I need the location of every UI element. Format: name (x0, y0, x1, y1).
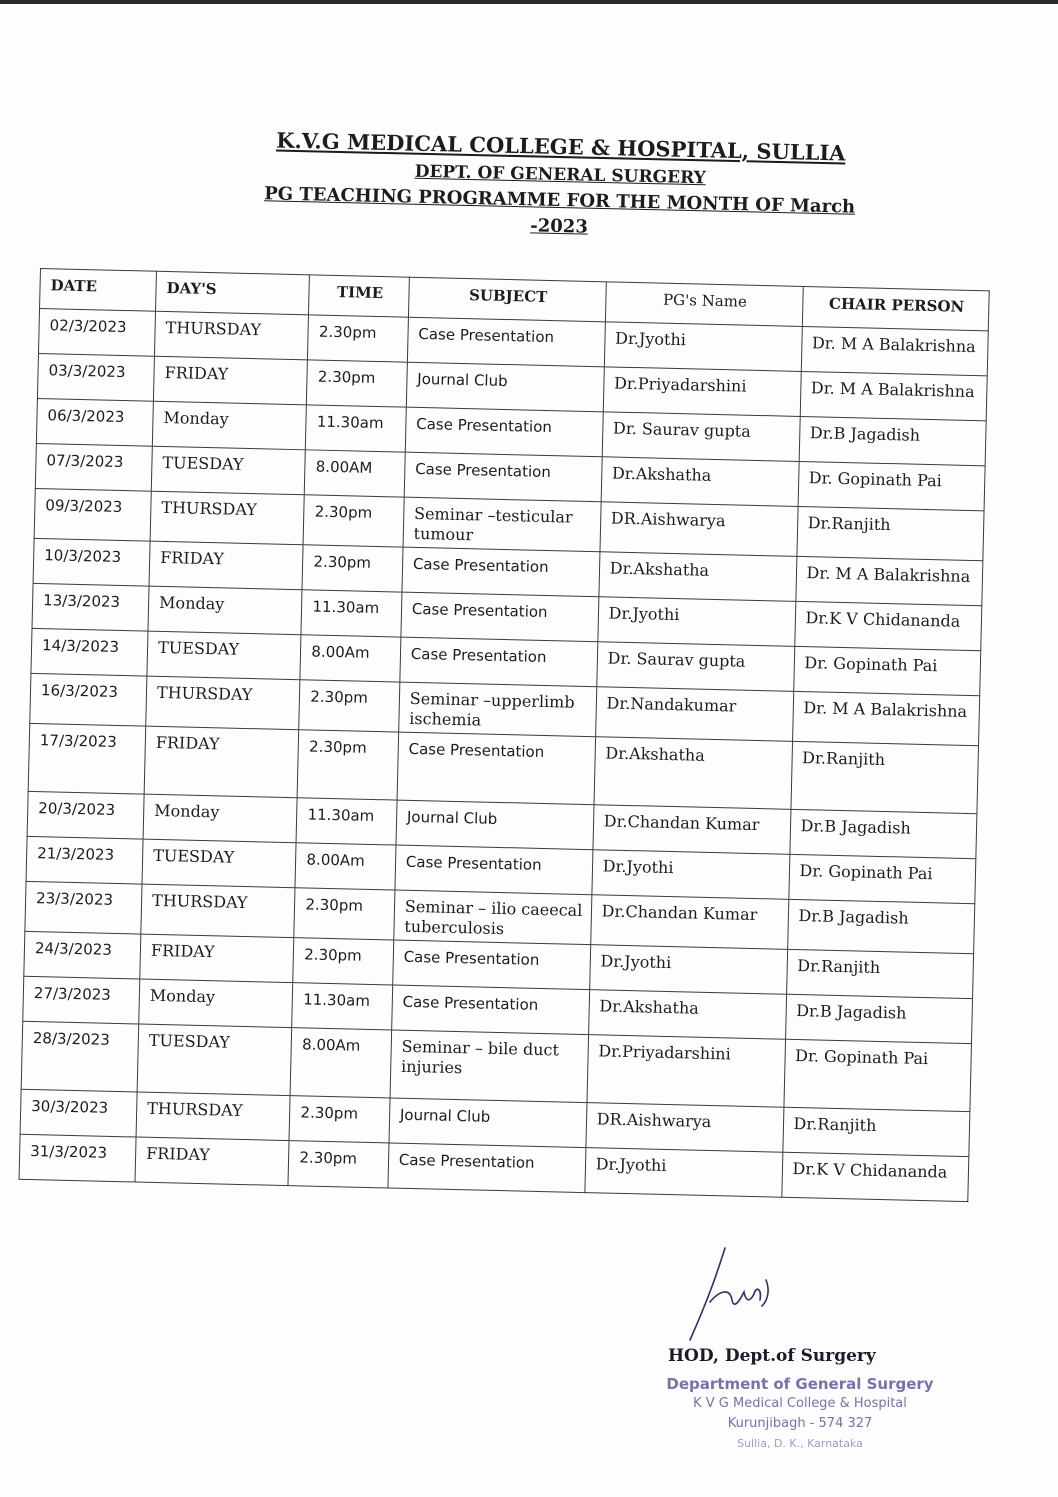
cell-subject: Case Presentation (397, 732, 595, 805)
cell-day: FRIDAY (140, 934, 294, 983)
cell-day: Monday (143, 794, 297, 843)
cell-day: TUESDAY (142, 839, 296, 888)
cell-subject: Case Presentation (395, 845, 593, 895)
signature-mark (670, 1240, 790, 1350)
college-title: K.V.G MEDICAL COLLEGE & HOSPITAL, SULLIA (275, 127, 846, 166)
cell-day: FRIDAY (144, 726, 299, 798)
cell-date: 09/3/2023 (34, 488, 151, 541)
cell-day: THURSDAY (150, 491, 304, 545)
cell-subject: Journal Club (406, 362, 604, 412)
cell-pg-name: Dr. Saurav gupta (596, 642, 794, 692)
cell-pg-name: Dr.Jyothi (589, 945, 787, 995)
cell-day: FRIDAY (149, 541, 303, 590)
stamp-line-1: Department of General Surgery (666, 1375, 934, 1393)
cell-date: 27/3/2023 (23, 976, 140, 1024)
signature-block (640, 1240, 960, 1480)
cell-chair-person: Dr. Gopinath Pai (783, 1039, 971, 1111)
cell-subject: Seminar – bile duct injuries (390, 1030, 588, 1103)
cell-time: 2.30pm (299, 680, 400, 732)
cell-day: Monday (152, 401, 306, 450)
cell-day: THURSDAY (141, 884, 295, 938)
cell-time: 2.30pm (307, 360, 407, 407)
cell-subject: Case Presentation (402, 547, 600, 597)
cell-date: 30/3/2023 (20, 1089, 137, 1137)
stamp-line-4: Sullia, D. K., Karnataka (737, 1437, 863, 1450)
cell-pg-name: Dr.Chandan Kumar (593, 805, 791, 855)
cell-time: 8.00Am (290, 1028, 391, 1098)
cell-date: 03/3/2023 (37, 353, 154, 401)
stamp-line-3: Kurunjibagh - 574 327 (727, 1416, 873, 1431)
cell-chair-person: Dr. M A Balakrishna (801, 326, 989, 375)
cell-time: 8.00Am (300, 635, 400, 682)
cell-date: 14/3/2023 (31, 628, 148, 676)
cell-chair-person: Dr.B Jagadish (799, 416, 987, 465)
cell-time: 2.30pm (289, 1096, 389, 1143)
cell-subject: Seminar – ilio caeecal tuberculosis (394, 890, 592, 945)
cell-pg-name: Dr.Nandakumar (595, 687, 793, 742)
cell-date: 17/3/2023 (28, 723, 146, 794)
cell-time: 2.30pm (308, 315, 408, 362)
cell-date: 20/3/2023 (27, 791, 144, 839)
cell-time: 11.30am (301, 590, 401, 637)
hod-title: HOD, Dept.of Surgery (668, 1346, 876, 1366)
cell-day: TUESDAY (137, 1024, 292, 1096)
cell-date: 07/3/2023 (35, 443, 152, 491)
cell-pg-name: Dr.Jyothi (604, 322, 802, 372)
header-day: DAY'S (156, 271, 310, 315)
cell-subject: Case Presentation (388, 1143, 586, 1193)
cell-subject: Case Presentation (393, 940, 591, 990)
cell-chair-person: Dr. M A Balakrishna (800, 371, 988, 420)
header-date: DATE (40, 269, 157, 312)
cell-pg-name: DR.Aishwarya (600, 502, 798, 557)
cell-subject: Case Presentation (404, 452, 602, 502)
cell-subject: Journal Club (396, 800, 594, 850)
cell-pg-name: Dr.Chandan Kumar (590, 895, 788, 950)
cell-pg-name: Dr.Akshatha (594, 737, 792, 810)
cell-date: 10/3/2023 (33, 538, 150, 586)
cell-subject: Journal Club (389, 1098, 587, 1148)
cell-chair-person: Dr.Ranjith (790, 741, 978, 813)
cell-time: 8.00Am (295, 843, 395, 890)
cell-day: Monday (148, 586, 302, 635)
cell-day: FRIDAY (135, 1137, 289, 1186)
cell-date: 23/3/2023 (25, 881, 142, 934)
cell-day: TUESDAY (151, 446, 305, 495)
cell-pg-name: Dr.Jyothi (592, 850, 790, 900)
cell-time: 2.30pm (294, 888, 395, 940)
cell-chair-person: Dr. Gopinath Pai (798, 461, 986, 510)
cell-date: 31/3/2023 (19, 1134, 136, 1182)
cell-pg-name: Dr.Akshatha (599, 552, 797, 602)
cell-date: 13/3/2023 (32, 583, 149, 631)
cell-pg-name: Dr.Akshatha (601, 457, 799, 507)
cell-time: 8.00AM (305, 450, 405, 497)
header-subject: SUBJECT (408, 277, 606, 322)
cell-date: 16/3/2023 (30, 673, 147, 726)
cell-pg-name: Dr.Jyothi (598, 597, 796, 647)
cell-time: 2.30pm (297, 730, 398, 800)
cell-subject: Case Presentation (407, 317, 605, 367)
schedule-table (19, 268, 990, 1202)
header-pg-name: PG's Name (605, 282, 803, 327)
cell-pg-name: Dr.Priyadarshini (603, 367, 801, 417)
cell-subject: Case Presentation (401, 592, 599, 642)
cell-day: THURSDAY (136, 1092, 290, 1141)
cell-day: FRIDAY (153, 356, 307, 405)
cell-subject: Case Presentation (400, 637, 598, 687)
cell-chair-person: Dr. M A Balakrishna (795, 556, 983, 605)
cell-pg-name: Dr.Jyothi (585, 1148, 783, 1198)
cell-pg-name: Dr. Saurav gupta (602, 412, 800, 462)
cell-chair-person: Dr.B Jagadish (785, 994, 973, 1043)
cell-chair-person: Dr.Ranjith (796, 506, 984, 560)
cell-subject: Case Presentation (405, 407, 603, 457)
department-stamp (640, 1374, 960, 1454)
cell-chair-person: Dr.Ranjith (786, 949, 974, 998)
cell-date: 28/3/2023 (21, 1021, 139, 1092)
cell-subject: Seminar –upperlimb ischemia (398, 682, 596, 737)
cell-day: TUESDAY (147, 631, 301, 680)
cell-day: Monday (139, 979, 293, 1028)
cell-chair-person: Dr.K V Chidananda (781, 1152, 969, 1201)
cell-pg-name: Dr.Priyadarshini (587, 1035, 785, 1108)
cell-date: 24/3/2023 (24, 931, 141, 979)
cell-time: 2.30pm (293, 938, 393, 985)
document-header (249, 125, 871, 247)
header-chair-person: CHAIR PERSON (802, 286, 989, 330)
cell-day: THURSDAY (146, 676, 300, 730)
cell-chair-person: Dr. Gopinath Pai (788, 854, 976, 903)
cell-chair-person: Dr.B Jagadish (789, 809, 977, 858)
cell-day: THURSDAY (154, 311, 308, 360)
cell-time: 11.30am (306, 405, 406, 452)
cell-date: 06/3/2023 (36, 398, 153, 446)
department-title: DEPT. OF GENERAL SURGERY (414, 161, 707, 189)
cell-time: 2.30pm (302, 545, 402, 592)
cell-pg-name: Dr.Akshatha (588, 990, 786, 1040)
cell-time: 2.30pm (288, 1141, 388, 1188)
page-top-edge (0, 0, 1058, 4)
cell-chair-person: Dr.K V Chidananda (794, 601, 982, 650)
cell-chair-person: Dr. Gopinath Pai (793, 646, 981, 695)
header-time: TIME (309, 275, 409, 317)
cell-subject: Seminar –testicular tumour (403, 497, 601, 552)
cell-date: 02/3/2023 (38, 309, 155, 357)
cell-pg-name: DR.Aishwarya (586, 1103, 784, 1153)
cell-subject: Case Presentation (391, 985, 589, 1035)
cell-time: 11.30am (292, 983, 392, 1030)
cell-chair-person: Dr.Ranjith (782, 1107, 970, 1156)
cell-chair-person: Dr.B Jagadish (787, 899, 975, 953)
schedule-sheet (19, 268, 990, 1202)
cell-time: 2.30pm (303, 495, 404, 547)
cell-time: 11.30am (296, 798, 396, 845)
cell-chair-person: Dr. M A Balakrishna (792, 691, 980, 745)
cell-date: 21/3/2023 (26, 836, 143, 884)
stamp-line-2: K V G Medical College & Hospital (693, 1396, 907, 1411)
programme-title: PG TEACHING PROGRAMME FOR THE MONTH OF March -2023 (263, 183, 856, 238)
